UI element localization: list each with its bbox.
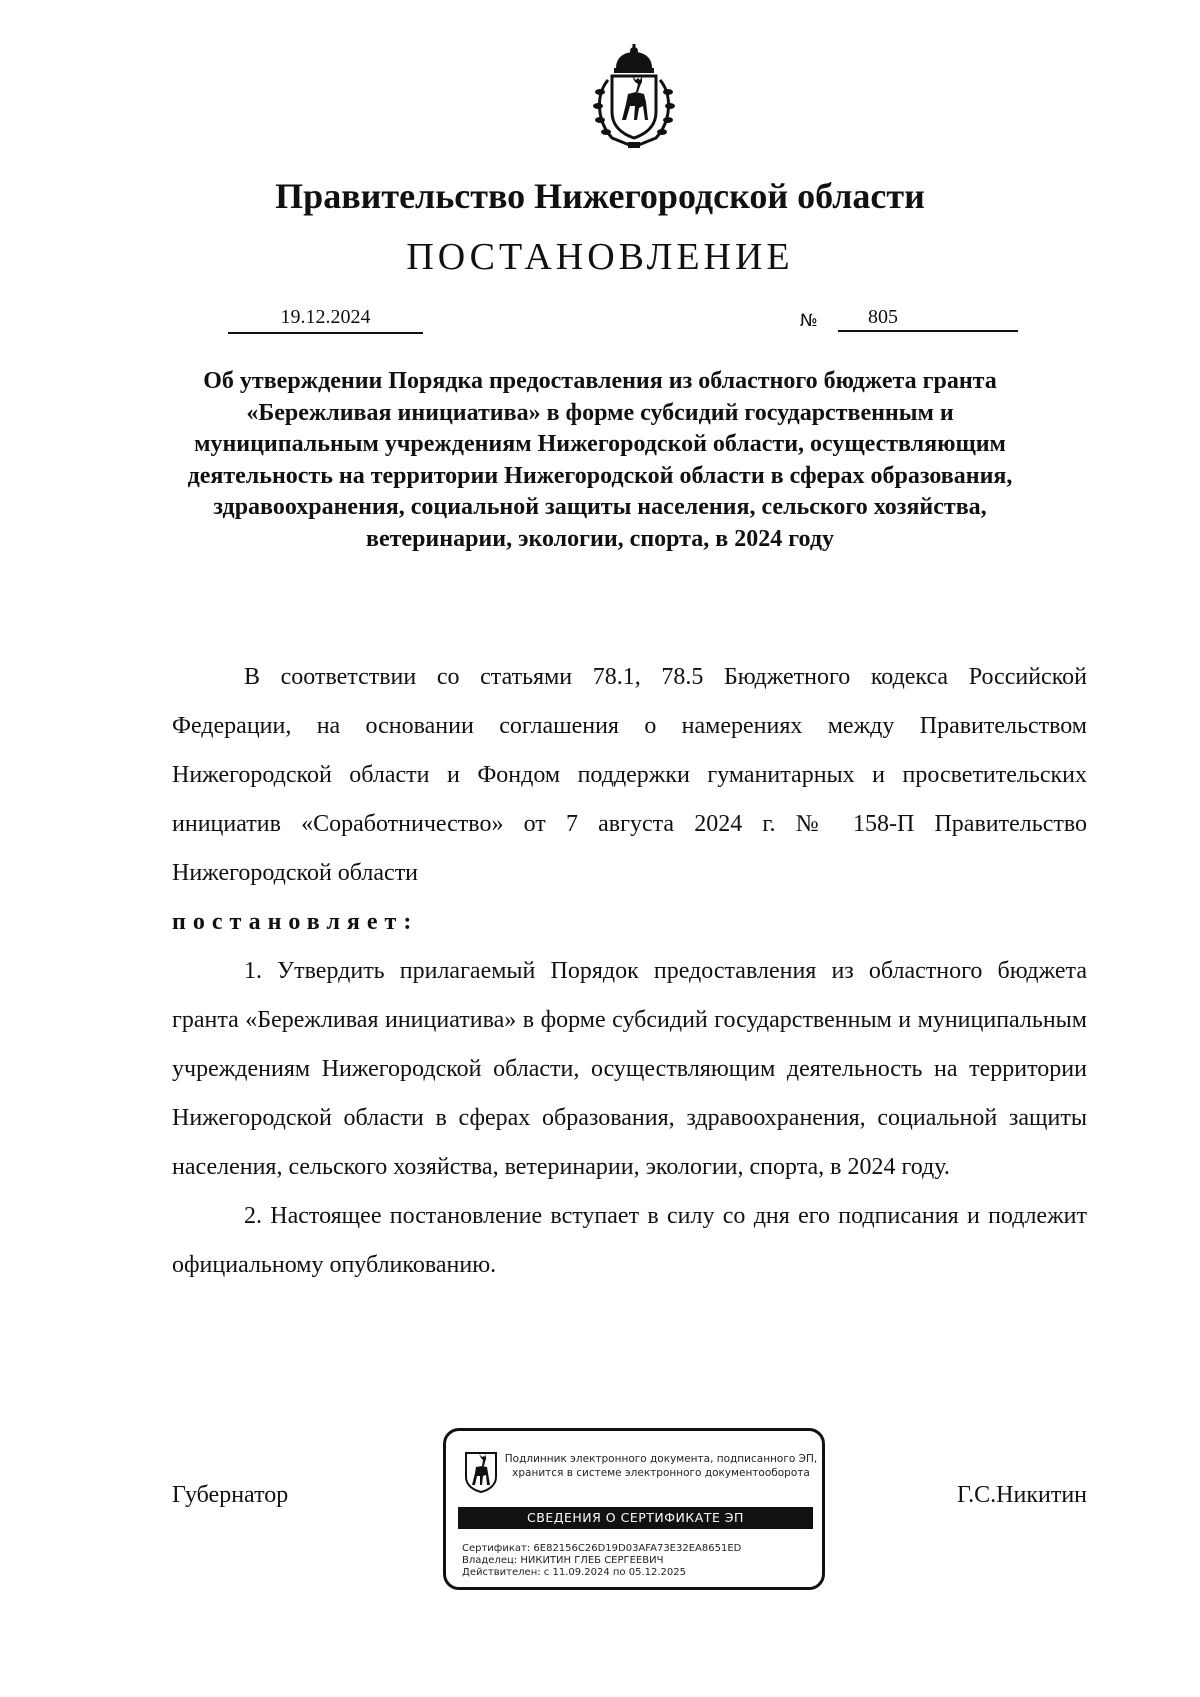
document-type: ПОСТАНОВЛЕНИЕ: [406, 236, 794, 278]
item-1-paragraph: 1. Утвердить прилагаемый Порядок предоставления из областного бюджета гранта «Бережливая инициатива» в форме субсидий государственным и муниципальным учреждениям Нижегородской области, осуществляющим деятельность на территории Нижегородской области в сферах образования, здравоохранения, социальной защиты населения, сельского хозяйства, ветеринарии, экологии, спорта, в 2024 году.: [172, 958, 1087, 1180]
electronic-signature-stamp: [443, 1428, 825, 1590]
stamp-text-line-1: Подлинник электронного документа, подписанного ЭП,: [504, 1453, 818, 1465]
document-body: [172, 653, 1087, 1290]
item-2-paragraph: 2. Настоящее постановление вступает в силу со дня его подписания и подлежит официальному опубликованию.: [172, 1203, 1087, 1278]
stamp-certificate-validity: Действителен: с 11.09.2024 по 05.12.2025: [462, 1567, 686, 1578]
organization-title: Правительство Нижегородской области: [275, 176, 925, 216]
stamp-certificate-header: СВЕДЕНИЯ О СЕРТИФИКАТЕ ЭП: [458, 1507, 813, 1529]
number-sign: №: [800, 311, 818, 331]
signatory-name: Г.С.Никитин: [956, 1482, 1087, 1508]
document-number: 805: [838, 302, 1018, 332]
document-subject: Об утверждении Порядка предоставления из областного бюджета гранта «Бережливая инициатива» в форме субсидий государственным и муниципальным учреждениям Нижегородской области, осуществляющим деятельность на территории Нижегородской области в сферах образования, здравоохранения, социальной защиты населения, сельского хозяйства, ветеринарии, экологии, спорта, в 2024 году: [187, 368, 1013, 552]
coat-of-arms-icon: [464, 1451, 498, 1493]
stamp-certificate-id: Сертификат: 6E82156C26D19D03AFA73E32EA8651ED: [462, 1543, 742, 1554]
coat-of-arms-icon: [578, 42, 690, 150]
signatory-title: Губернатор: [172, 1482, 289, 1508]
preamble-paragraph: В соответствии со статьями 78.1, 78.5 Бюджетного кодекса Российской Федерации, на основании соглашения о намерениях между Правительством Нижегородской области и Фондом поддержки гуманитарных и просветительских инициатив «Соработничество» от 7 августа 2024 г. № 158-П Правительство Нижегородской области: [172, 664, 1087, 886]
decree-word: постановляет:: [172, 909, 419, 935]
stamp-text-line-2: хранится в системе электронного документооборота: [512, 1467, 810, 1479]
document-date: 19.12.2024: [228, 302, 423, 334]
stamp-certificate-owner: Владелец: НИКИТИН ГЛЕБ СЕРГЕЕВИЧ: [462, 1555, 664, 1566]
